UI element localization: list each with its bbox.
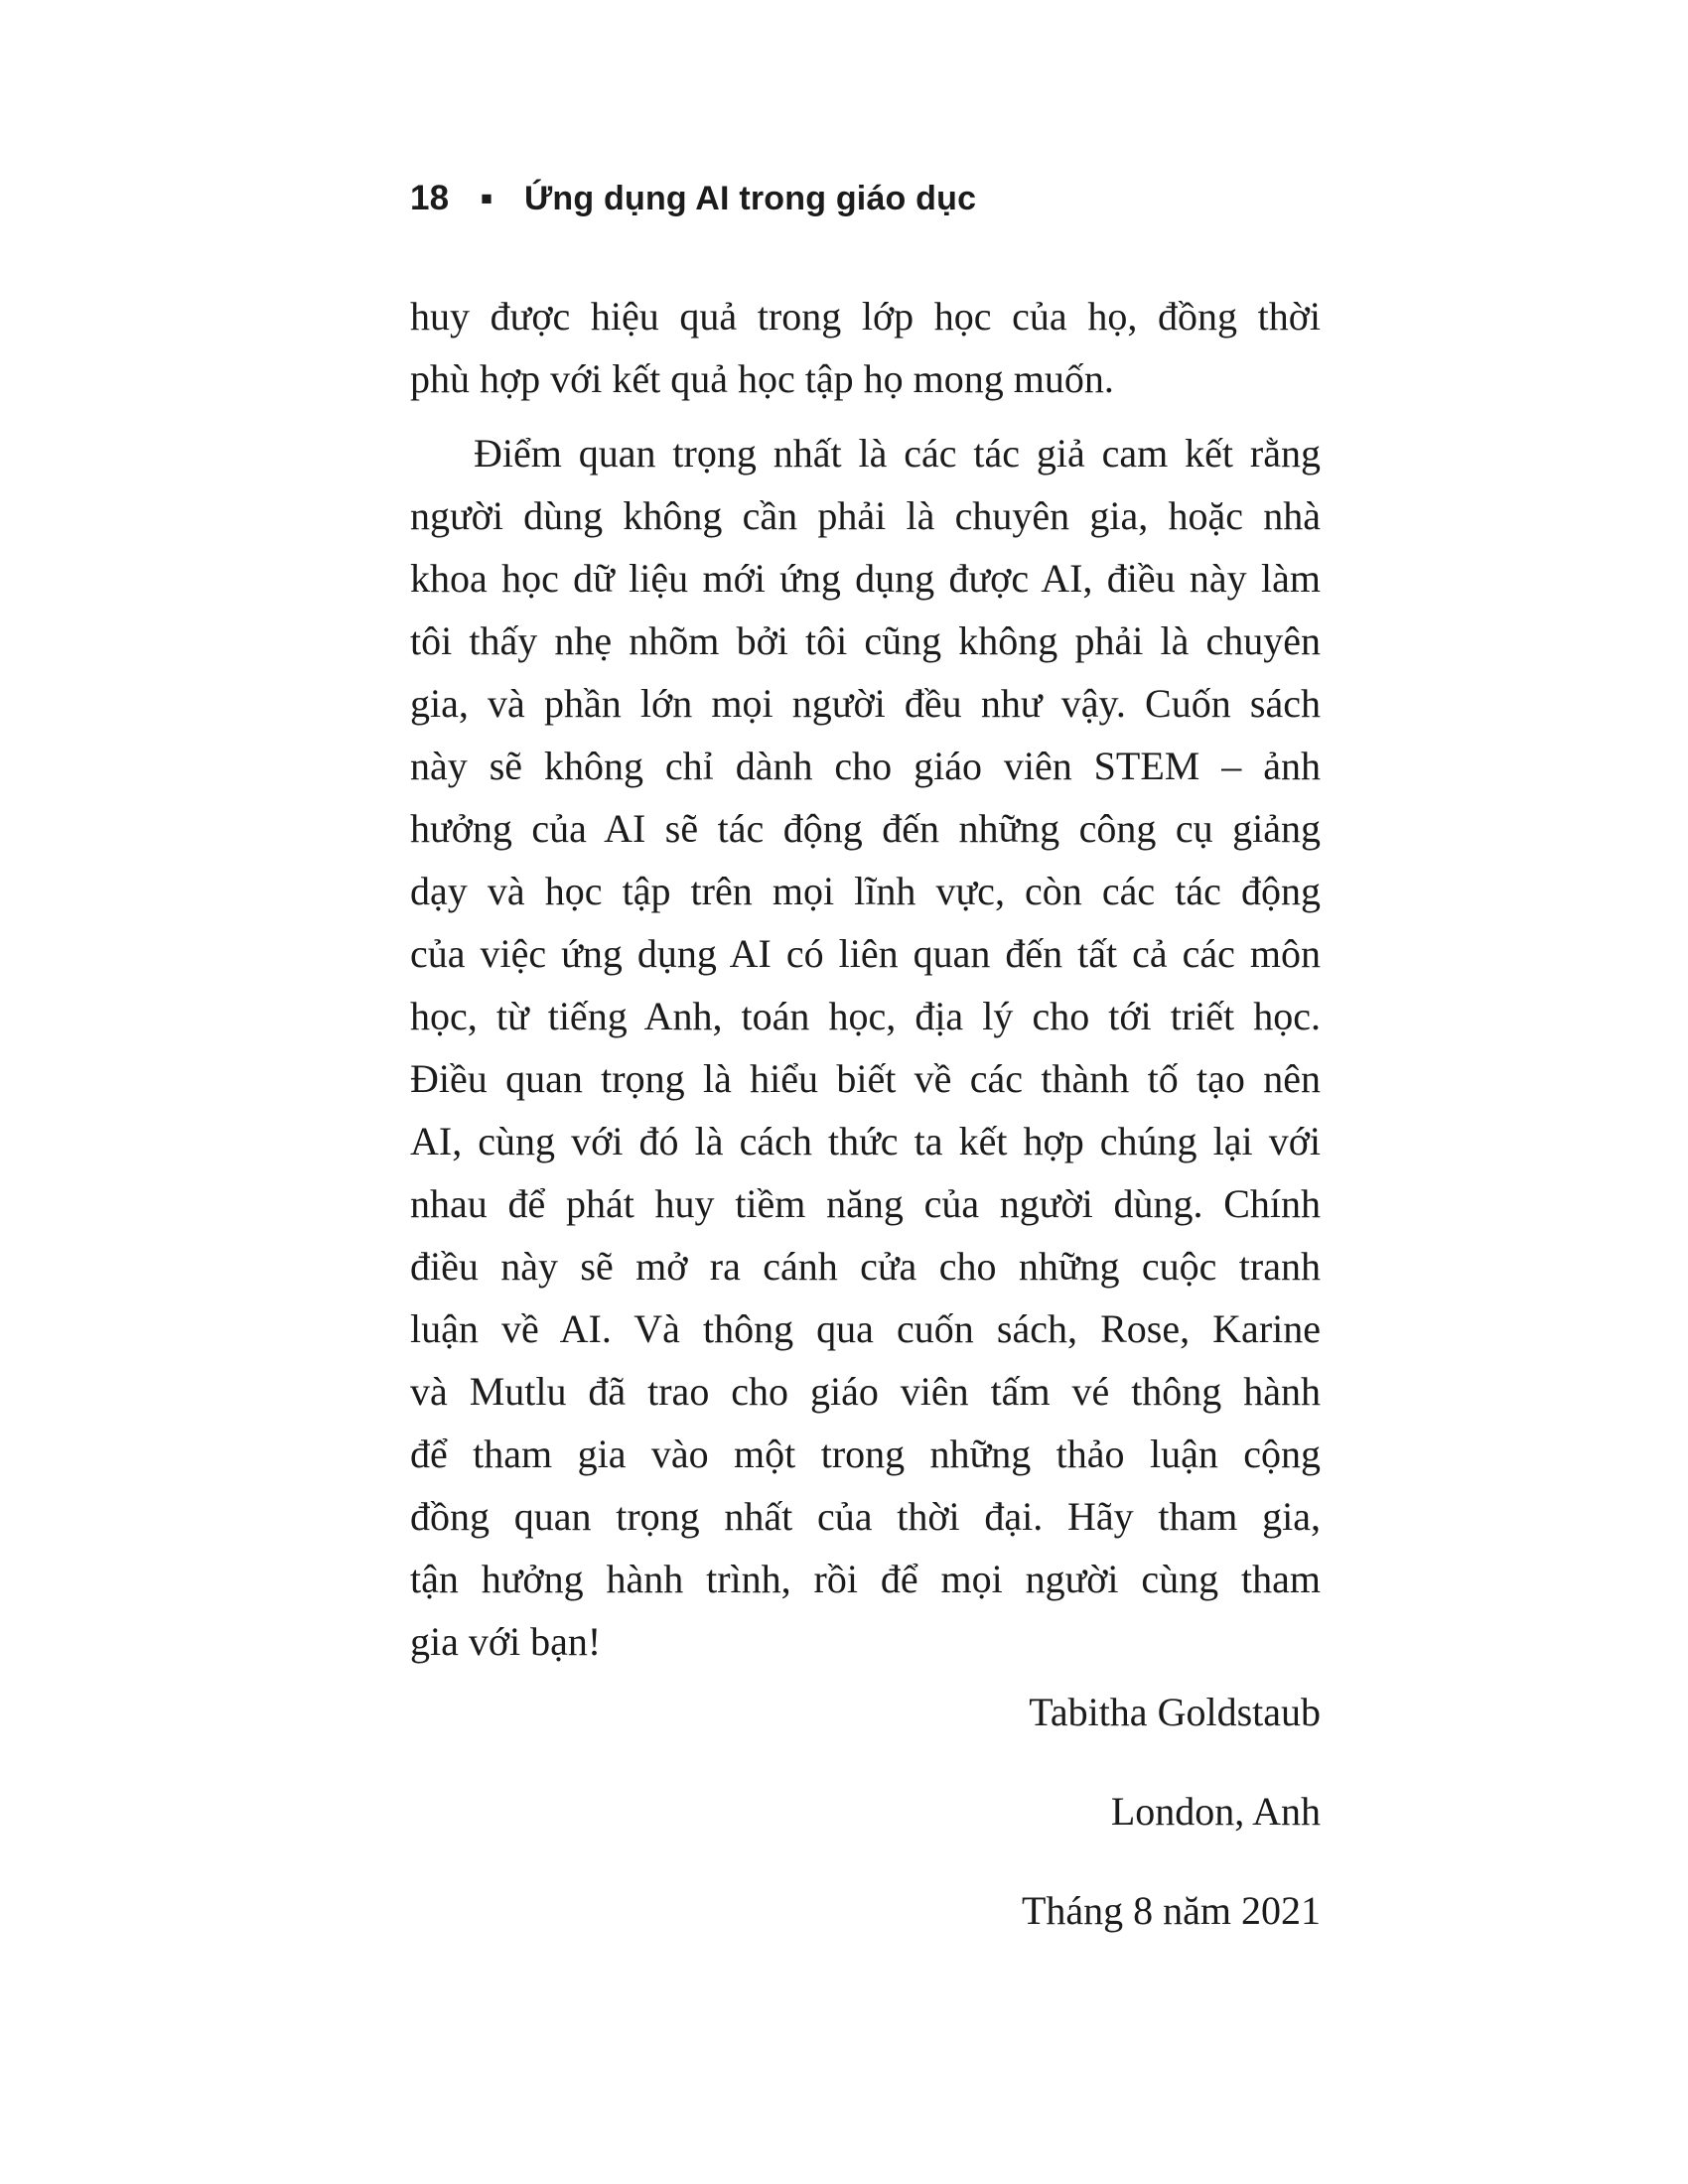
running-header <box>410 179 976 218</box>
body-line: phù hợp với kết quả học tập họ mong muốn. <box>410 356 1114 401</box>
page-number: 18 <box>410 179 450 217</box>
running-head-title: Ứng dụng AI trong giáo dục <box>524 179 977 217</box>
body-line: để tham gia vào một trong những thảo luận cộng <box>410 1432 1321 1476</box>
signature-location: London, Anh <box>1110 1789 1321 1834</box>
body-line: huy được hiệu quả trong lớp học của họ, đồng thời <box>410 294 1321 339</box>
square-bullet-icon: ■ <box>481 189 493 209</box>
body-line: của việc ứng dụng AI có liên quan đến tất cả các môn <box>410 931 1321 976</box>
body-text <box>410 285 1321 1673</box>
signature-date: Tháng 8 năm 2021 <box>1021 1888 1321 1933</box>
body-line: gia, và phần lớn mọi người đều như vậy. Cuốn sách <box>410 681 1321 726</box>
body-line: Điểm quan trọng nhất là các tác giả cam kết rằng <box>474 431 1321 476</box>
body-line: điều này sẽ mở ra cánh cửa cho những cuộc tranh <box>410 1244 1321 1289</box>
body-line: người dùng không cần phải là chuyên gia, hoặc nhà <box>410 493 1321 538</box>
body-line: đồng quan trọng nhất của thời đại. Hãy tham gia, <box>410 1494 1321 1539</box>
body-line: gia với bạn! <box>410 1619 602 1664</box>
body-line: tôi thấy nhẹ nhõm bởi tôi cũng không phải là chuyên <box>410 618 1321 663</box>
body-line: luận về AI. Và thông qua cuốn sách, Rose, Karine <box>410 1306 1321 1351</box>
body-line: khoa học dữ liệu mới ứng dụng được AI, điều này làm <box>410 556 1321 601</box>
body-line: tận hưởng hành trình, rồi để mọi người cùng tham <box>410 1557 1321 1601</box>
body-line: AI, cùng với đó là cách thức ta kết hợp chúng lại với <box>410 1119 1321 1163</box>
signature-name: Tabitha Goldstaub <box>1029 1690 1321 1734</box>
body-line: hưởng của AI sẽ tác động đến những công cụ giảng <box>410 806 1321 851</box>
body-line: và Mutlu đã trao cho giáo viên tấm vé thông hành <box>410 1369 1321 1414</box>
paragraph <box>410 422 1321 1673</box>
body-line: dạy và học tập trên mọi lĩnh vực, còn các tác động <box>410 869 1321 913</box>
signature-block <box>1022 1663 1321 1961</box>
body-line: học, từ tiếng Anh, toán học, địa lý cho tới triết học. <box>410 994 1321 1038</box>
body-line: Điều quan trọng là hiểu biết về các thành tố tạo nên <box>410 1056 1321 1101</box>
body-line: này sẽ không chỉ dành cho giáo viên STEM – ảnh <box>410 744 1321 788</box>
body-line: nhau để phát huy tiềm năng của người dùng. Chính <box>410 1181 1321 1226</box>
paragraph <box>410 285 1321 410</box>
